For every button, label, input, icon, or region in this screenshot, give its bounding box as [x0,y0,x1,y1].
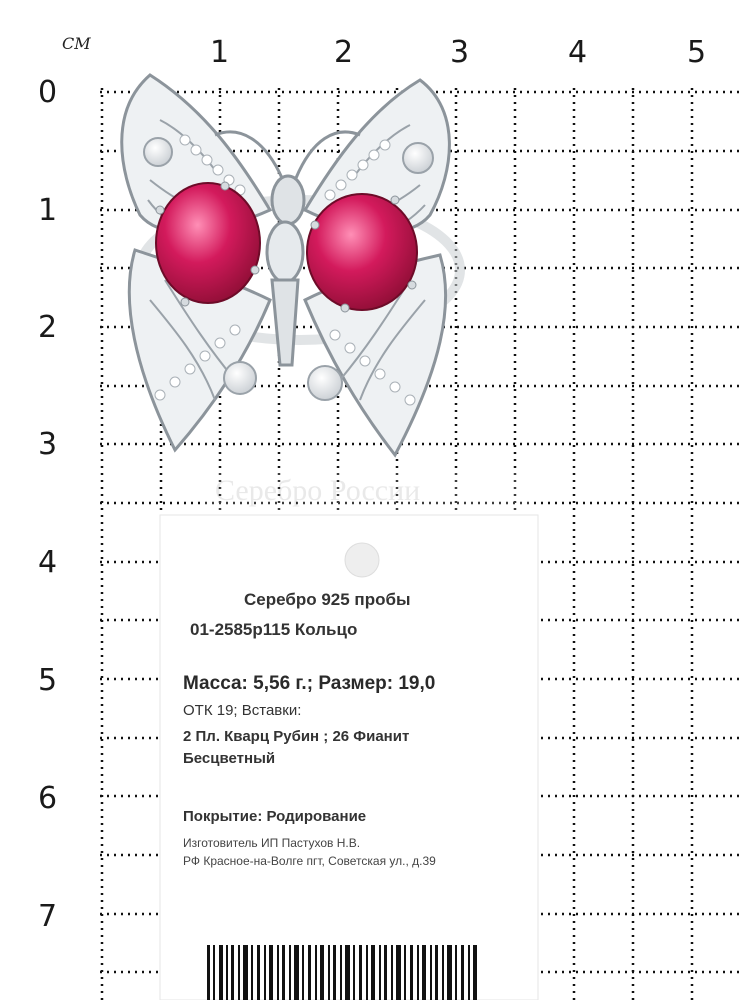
x-tick-3: 3 [450,35,470,70]
y-tick-4: 4 [38,545,58,580]
y-tick-6: 6 [38,781,58,816]
x-tick-2: 2 [334,35,354,70]
y-tick-1: 1 [38,193,58,228]
x-tick-1: 1 [210,35,230,70]
x-tick-4: 4 [568,35,588,70]
y-tick-3: 3 [38,427,58,462]
metal-line: Серебро 925 пробы [244,590,411,609]
butterfly-ring-icon [122,75,450,455]
manufacturer-line: Изготовитель ИП Пастухов Н.В. [183,836,361,850]
unit-label: СМ [62,34,91,53]
y-tick-2: 2 [38,310,58,345]
x-tick-5: 5 [687,35,707,70]
y-tick-0: 0 [38,75,58,110]
svg-text:Серебро России: Серебро России [215,474,421,507]
inserts-color-line: Бесцветный [183,750,276,767]
y-tick-5: 5 [38,663,58,698]
otk-line: ОТК 19; Вставки: [183,702,302,719]
watermark [200,470,530,510]
address-line: РФ Красное-на-Волге пгт, Советская ул., д.39 [183,854,436,868]
barcode-icon [207,945,477,1000]
article-line: 01-2585р115 Кольцо [190,620,358,639]
coating-line: Покрытие: Родирование [183,808,367,825]
y-tick-7: 7 [38,899,58,934]
inserts-line: 2 Пл. Кварц Рубин ; 26 Фианит [183,728,410,745]
weight-size-line: Масса: 5,56 г.; Размер: 19,0 [183,673,436,694]
